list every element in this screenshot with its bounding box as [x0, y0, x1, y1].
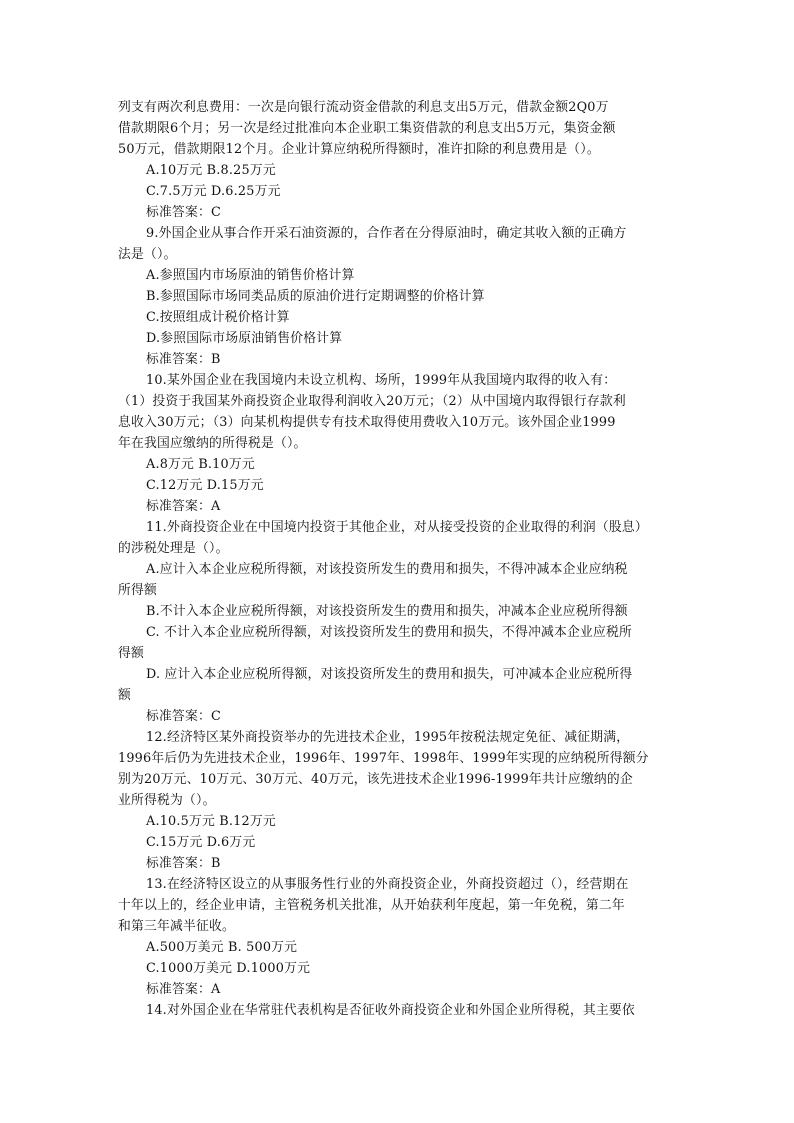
text-line: 列支有两次利息费用：一次是向银行流动资金借款的利息支出5万元，借款金额2Q0万: [118, 100, 609, 115]
option-line: A.500万美元 B. 500万元: [146, 940, 298, 955]
option-line: A.10.5万元 B.12万元: [146, 814, 276, 829]
text-line: 得额: [118, 646, 144, 661]
text-line: 别为20万元、10万元、30万元、40万元，该先进技术企业1996-1999年共计应缴纳的企: [118, 772, 633, 787]
option-line: C.1000万美元 D.1000万元: [146, 961, 311, 976]
question-line: 10.某外国企业在我国境内未设立机构、场所，1999年从我国境内取得的收入有：: [146, 373, 617, 388]
answer-line: 标准答案：A: [146, 982, 221, 997]
text-line: 1996年后仍为先进技术企业，1996年、1997年、1998年、1999年实现的应纳税所得额分: [118, 751, 649, 766]
text-line: 和第三年减半征收。: [118, 919, 235, 934]
option-line: C.12万元 D.15万元: [146, 478, 264, 493]
text-line: 法是（）。: [118, 247, 177, 262]
option-line: A.应计入本企业应税所得额，对该投资所发生的费用和损失，不得冲减本企业应纳税: [146, 562, 628, 577]
option-line: A.10万元 B.8.25万元: [146, 163, 276, 178]
option-line: D.参照国际市场原油销售价格计算: [146, 331, 343, 346]
question-line: 11.外商投资企业在中国境内投资于其他企业，对从接受投资的企业取得的利润（股息）: [146, 520, 648, 535]
option-line: C.按照组成计税价格计算: [146, 310, 290, 325]
option-line: C.15万元 D.6万元: [146, 835, 256, 850]
text-line: 的涉税处理是（）。: [118, 541, 229, 556]
question-line: 13.在经济特区设立的从事服务性行业的外商投资企业，外商投资超过（），经营期在: [146, 877, 629, 892]
option-line: B.参照国际市场同类品质的原油价进行定期调整的价格计算: [146, 289, 485, 304]
answer-line: 标准答案：C: [146, 205, 221, 220]
question-line: 14.对外国企业在华常驻代表机构是否征收外商投资企业和外国企业所得税，其主要依: [146, 1003, 635, 1018]
option-line: A.8万元 B.10万元: [146, 457, 255, 472]
text-line: （1）投资于我国某外商投资企业取得利润收入20万元；（2）从中国境内取得银行存款利: [118, 394, 626, 409]
option-line: C. 不计入本企业应税所得额，对该投资所发生的费用和损失，不得冲减本企业应税所: [146, 625, 632, 640]
text-line: 业所得税为（）。: [118, 793, 216, 808]
option-line: D. 应计入本企业应税所得额，对该投资所发生的费用和损失，可冲减本企业应税所得: [146, 667, 633, 682]
option-line: A.参照国内市场原油的销售价格计算: [146, 268, 355, 283]
question-line: 9.外国企业从事合作开采石油资源的，合作者在分得原油时，确定其收入额的正确方: [146, 226, 627, 241]
text-line: 额: [118, 688, 131, 703]
answer-line: 标准答案：C: [146, 709, 221, 724]
text-line: 借款期限6个月；另一次是经过批准向本企业职工集资借款的利息支出5万元，集资金额: [118, 121, 616, 136]
text-line: 所得额: [118, 583, 157, 598]
answer-line: 标准答案：B: [146, 352, 221, 367]
question-line: 12.经济特区某外商投资举办的先进技术企业，1995年按税法规定免征、减征期满，: [146, 730, 630, 745]
answer-line: 标准答案：A: [146, 499, 221, 514]
text-line: 年在我国应缴纳的所得税是（）。: [118, 436, 307, 451]
answer-line: 标准答案：B: [146, 856, 221, 871]
option-line: B.不计入本企业应税所得额，对该投资所发生的费用和损失，冲减本企业应税所得额: [146, 604, 628, 619]
text-line: 50万元，借款期限12个月。企业计算应纳税所得额时，准许扣除的利息费用是（）。: [118, 142, 600, 157]
option-line: C.7.5万元 D.6.25万元: [146, 184, 281, 199]
text-line: 息收入30万元；（3）向某机构提供专有技术取得使用费收入10万元。该外国企业1999: [118, 415, 616, 430]
text-line: 十年以上的，经企业申请，主管税务机关批准，从开始获利年度起，第一年免税，第二年: [118, 898, 625, 913]
